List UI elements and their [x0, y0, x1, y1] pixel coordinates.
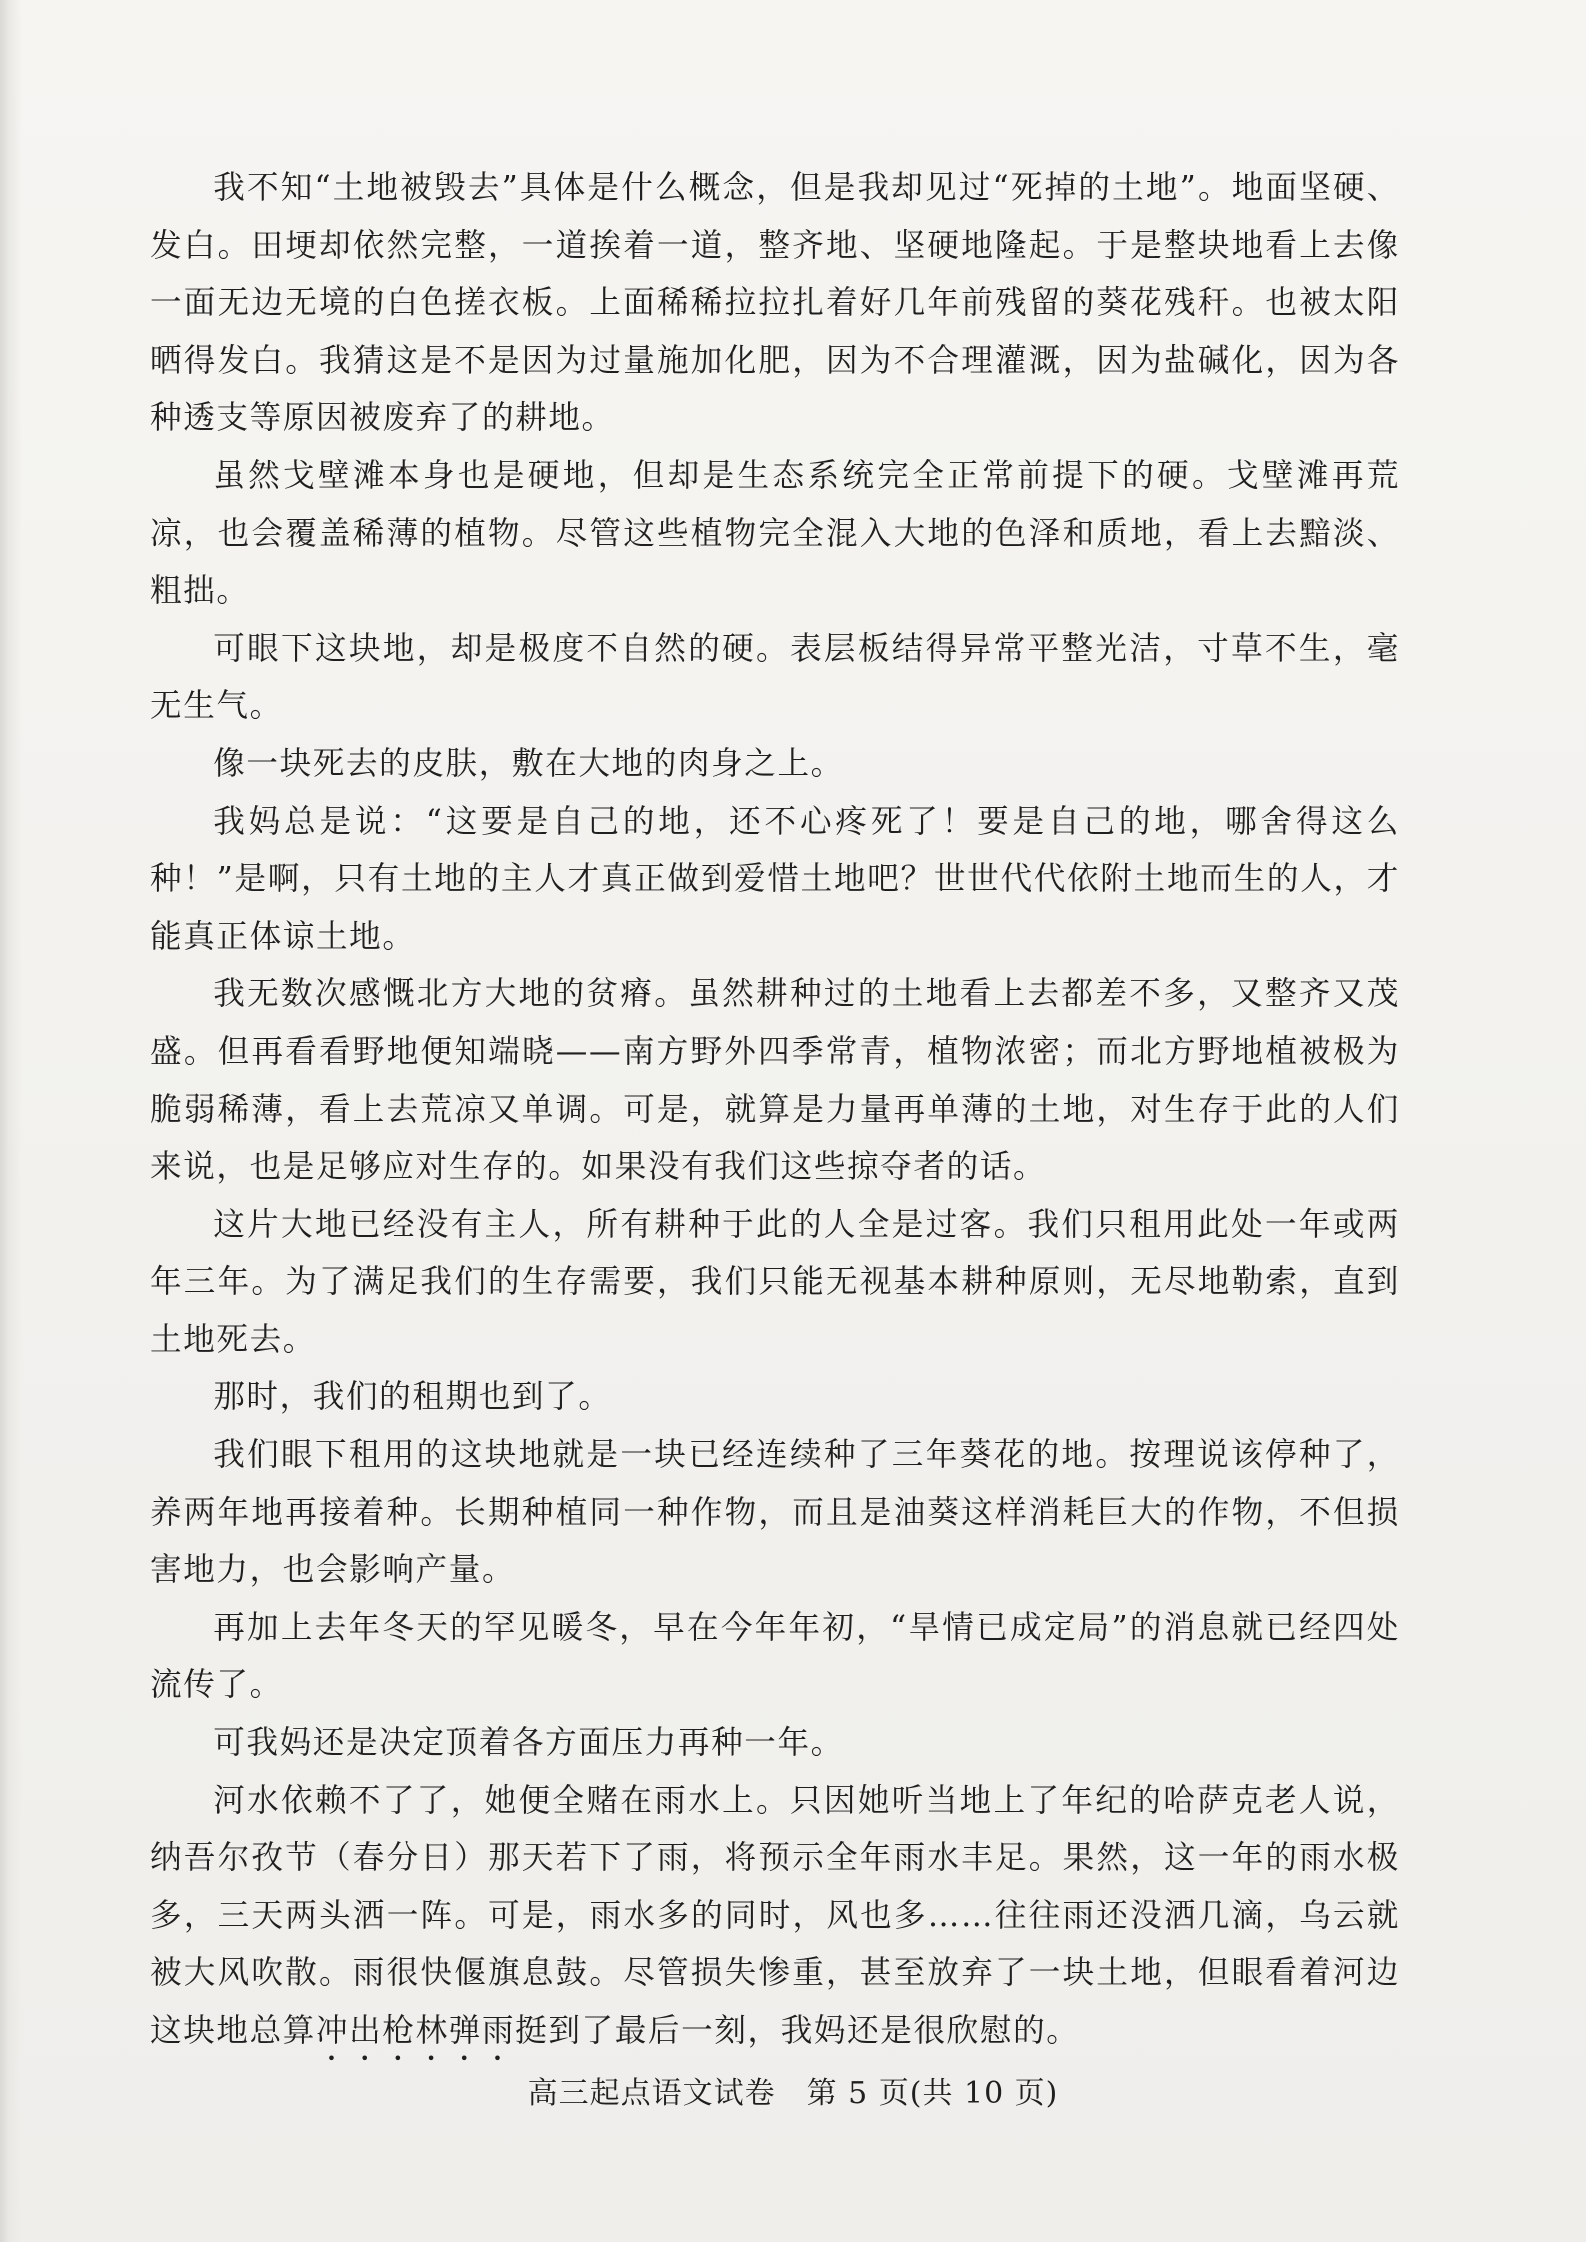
paragraph-5: 我妈总是说：“这要是自己的地，还不心疼死了！要是自己的地，哪舍得这么种！”是啊，只有土地的主人才真正做到爱惜土地吧？世世代代依附土地而生的人，才能真正体谅土地。 — [150, 803, 1400, 955]
paragraph-1: 我不知“土地被毁去”具体是什么概念，但是我却见过“死掉的土地”。地面坚硬、发白。田埂却依然完整，一道挨着一道，整齐地、坚硬地隆起。于是整块地看上去像一面无边无境的白色搓衣板。上面稀稀拉拉扎着好几年前残留的葵花残秆。也被太阳晒得发白。我猜这是不是因为过量施加化肥，因为不合理灌溉，因为盐碱化，因为各种透支等原因被废弃了的耕地。 — [150, 170, 1400, 437]
paragraph-12 — [150, 1773, 1400, 2068]
paragraph-4: 像一块死去的皮肤，敷在大地的肉身之上。 — [213, 745, 844, 782]
paragraph-12-end: 挺到了最后一刻，我妈还是很欣慰的。 — [515, 2013, 1080, 2049]
paragraph-6: 我无数次感慨北方大地的贫瘠。虽然耕种过的土地看上去都差不多，又整齐又茂盛。但再看看野地便知端晓——南方野外四季常青，植物浓密；而北方野地植被极为脆弱稀薄，看上去荒凉又单调。可是，就算是力量再单薄的土地，对生存于此的人们来说，也是足够应对生存的。如果没有我们这些掠夺者的话。 — [150, 976, 1400, 1186]
paragraph-3: 可眼下这块地，却是极度不自然的硬。表层板结得异常平整光洁，寸草不生，毫无生气。 — [150, 630, 1400, 725]
scan-edge-shadow — [0, 0, 22, 2242]
paragraph-12-start: 河水依赖不了了，她便全赌在雨水上。只因她听当地上了年纪的哈萨克老人说，纳吾尔孜节（春分日）那天若下了雨，将预示全年雨水丰足。果然，这一年的雨水极多，三天两头洒一阵。可是，雨水多的同时，风也多……往往雨还没洒几滴，乌云就被大风吹散。雨很快偃旗息鼓。尽管损失惨重，甚至放弃了一块土地，但眼看着河边这块地总算 — [150, 1782, 1400, 2049]
paragraph-7: 这片大地已经没有主人，所有耕种于此的人全是过客。我们只租用此处一年或两年三年。为了满足我们的生存需要，我们只能无视基本耕种原则，无尽地勒索，直到土地死去。 — [150, 1206, 1400, 1358]
page-footer: 高三起点语文试卷 第 5 页(共 10 页) — [527, 2076, 1059, 2111]
paragraph-9: 我们眼下租用的这块地就是一块已经连续种了三年葵花的地。按理说该停种了，养两年地再接着种。长期种植同一种作物，而且是油葵这样消耗巨大的作物，不但损害地力，也会影响产量。 — [150, 1437, 1400, 1589]
paragraph-10: 再加上去年冬天的罕见暖冬，早在今年年初，“旱情已成定局”的消息就已经四处流传了。 — [150, 1609, 1400, 1704]
paragraph-11: 可我妈还是决定顶着各方面压力再种一年。 — [213, 1725, 844, 1762]
paragraph-2: 虽然戈壁滩本身也是硬地，但却是生态系统完全正常前提下的硬。戈壁滩再荒凉，也会覆盖稀薄的植物。尽管这些植物完全混入大地的色泽和质地，看上去黯淡、粗拙。 — [150, 457, 1400, 610]
paragraph-8: 那时，我们的租期也到了。 — [213, 1379, 612, 1416]
emphasized-phrase: 冲出枪林弹雨 — [315, 2013, 516, 2049]
article-body — [150, 160, 1400, 2068]
